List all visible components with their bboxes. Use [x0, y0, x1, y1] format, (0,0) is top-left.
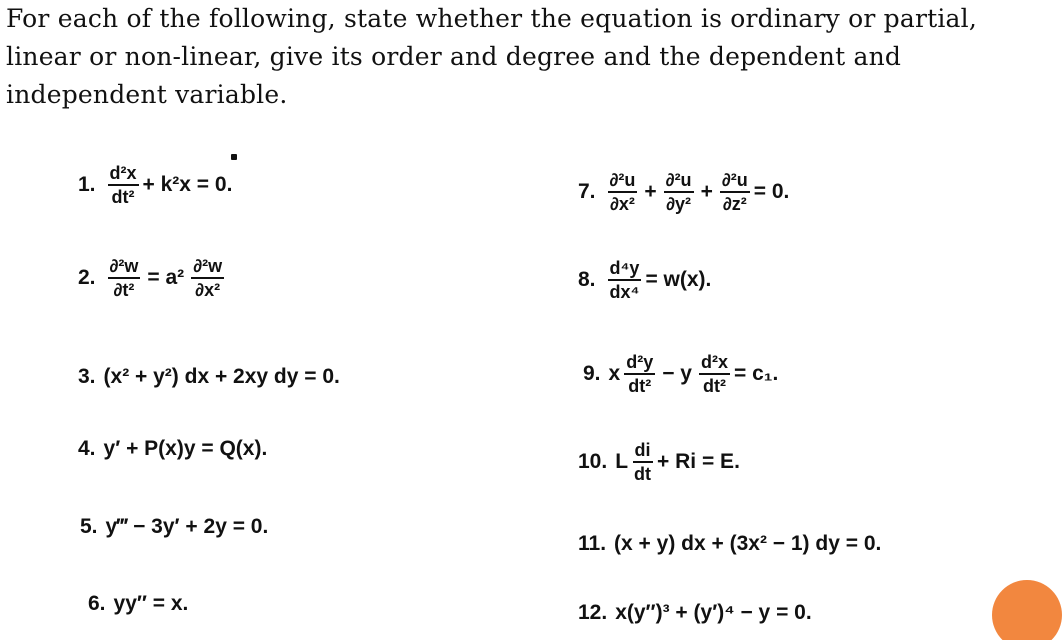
- equation-number: 10.: [578, 450, 608, 473]
- plus-sign: +: [700, 180, 713, 203]
- equation-rest: + k²x = 0.: [142, 173, 233, 196]
- equation-body: y‴ − 3y′ + 2y = 0.: [105, 515, 269, 538]
- equation-number: 6.: [88, 592, 106, 615]
- equation-rest: = c₁.: [733, 362, 779, 385]
- numerator: ∂²u: [608, 170, 638, 193]
- equation-number: 8.: [578, 268, 596, 291]
- orange-circle-decoration: [992, 580, 1062, 640]
- numerator: d²y: [624, 352, 655, 375]
- numerator: di: [633, 440, 653, 463]
- denominator: dx⁴: [609, 282, 640, 302]
- equation-body: (x² + y²) dx + 2xy dy = 0.: [103, 365, 340, 388]
- denominator: dt²: [702, 376, 726, 396]
- equation-number: 12.: [578, 601, 608, 624]
- equation-number: 3.: [78, 365, 96, 388]
- denominator: ∂x²: [610, 194, 635, 214]
- equation-middle: = a²: [147, 266, 185, 289]
- fraction: [664, 170, 694, 214]
- numerator: ∂²u: [720, 170, 750, 193]
- equation-number: 2.: [78, 266, 96, 289]
- equation-1: [78, 163, 232, 207]
- denominator: ∂z²: [722, 194, 747, 214]
- denominator: ∂x²: [195, 280, 221, 300]
- equation-2: [78, 256, 228, 300]
- equation-number: 11.: [578, 532, 607, 555]
- equation-8: [578, 258, 711, 302]
- equation-number: 4.: [78, 437, 96, 460]
- denominator: ∂y²: [666, 194, 692, 214]
- equation-variable: x: [608, 362, 621, 385]
- numerator: ∂²w: [108, 256, 141, 279]
- equation-9: [583, 352, 778, 396]
- denominator: ∂t²: [113, 280, 135, 300]
- equation-body: (x + y) dx + (3x² − 1) dy = 0.: [614, 532, 882, 555]
- equation-4: [78, 437, 267, 461]
- equation-middle: − y: [662, 362, 692, 385]
- equation-number: 1.: [78, 173, 96, 196]
- fraction: [632, 440, 653, 484]
- denominator: dt²: [111, 187, 135, 207]
- equation-body: x(y″)³ + (y′)⁴ − y = 0.: [615, 601, 812, 624]
- equation-5: [80, 515, 268, 539]
- equation-rest: = 0.: [753, 180, 790, 203]
- fraction: [108, 163, 139, 207]
- numerator: ∂²w: [191, 256, 224, 279]
- numerator: d⁴y: [608, 258, 642, 281]
- equation-number: 7.: [578, 180, 596, 203]
- equation-body: yy″ = x.: [113, 592, 189, 615]
- equation-variable: L: [615, 450, 629, 473]
- fraction: [720, 170, 750, 214]
- equation-12: [578, 601, 812, 625]
- equation-6: [88, 592, 188, 616]
- equation-11: [578, 532, 881, 556]
- plus-sign: +: [644, 180, 657, 203]
- equation-3: [78, 365, 340, 389]
- instructions-text: For each of the following, state whether the equation is ordinary or partial, linear or non-linear, give its order and degree and the dependent and independent variable.: [6, 4, 977, 109]
- fraction: [191, 256, 224, 300]
- numerator: ∂²u: [664, 170, 694, 193]
- equation-rest: = w(x).: [645, 268, 712, 291]
- denominator: dt: [634, 464, 652, 484]
- equation-10: [578, 440, 740, 484]
- equation-number: 5.: [80, 515, 98, 538]
- equation-number: 9.: [583, 362, 601, 385]
- fraction: [608, 170, 638, 214]
- stray-dot: [231, 154, 237, 160]
- numerator: d²x: [699, 352, 730, 375]
- fraction: [624, 352, 655, 396]
- denominator: dt²: [628, 376, 652, 396]
- fraction: [608, 258, 642, 302]
- fraction: [108, 256, 141, 300]
- fraction: [699, 352, 730, 396]
- equation-7: [578, 170, 789, 214]
- numerator: d²x: [108, 163, 139, 186]
- equation-rest: + Ri = E.: [657, 450, 740, 473]
- equation-body: y′ + P(x)y = Q(x).: [103, 437, 268, 460]
